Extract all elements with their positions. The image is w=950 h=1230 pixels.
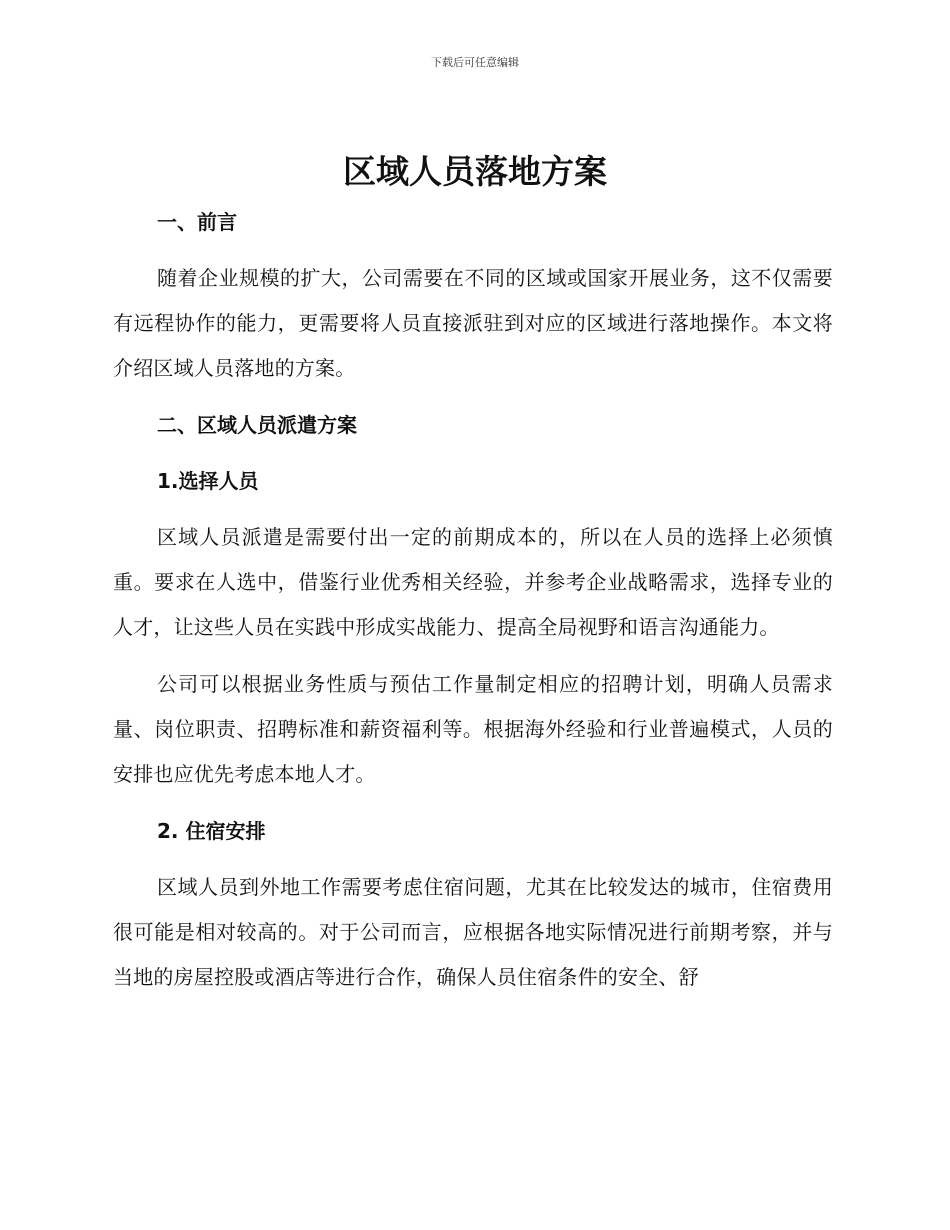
- header-note: 下载后可任意编辑: [431, 56, 519, 69]
- paragraph-select-1: 区域人员派遣是需要付出一定的前期成本的，所以在人员的选择上必须慎重。要求在人选中，借鉴行业优秀相关经验，并参考企业战略需求，选择专业的人才，让这些人员在实践中形成实战能力、提高全局视野和语言沟通能力。: [113, 525, 833, 639]
- subsection-heading-housing: 2. 住宿安排: [157, 819, 266, 843]
- document-title: 区域人员落地方案: [343, 152, 607, 191]
- section-heading-preface: 一、前言: [157, 210, 237, 234]
- paragraph-preface: 随着企业规模的扩大，公司需要在不同的区域或国家开展业务，这不仅需要有远程协作的能力，更需要将人员直接派驻到对应的区域进行落地操作。本文将介绍区域人员落地的方案。: [113, 266, 833, 380]
- document-body: [113, 200, 833, 1012]
- paragraph-housing-1: 区域人员到外地工作需要考虑住宿问题，尤其在比较发达的城市，住宿费用很可能是相对较高的。对于公司而言，应根据各地实际情况进行前期考察，并与当地的房屋控股或酒店等进行合作，确保人员住宿条件的安全、舒: [113, 875, 833, 989]
- subsection-heading-select: 1.选择人员: [157, 469, 259, 493]
- paragraph-select-2: 公司可以根据业务性质与预估工作量制定相应的招聘计划，明确人员需求量、岗位职责、招聘标准和薪资福利等。根据海外经验和行业普遍模式，人员的安排也应优先考虑本地人才。: [113, 672, 833, 786]
- section-heading-dispatch: 二、区域人员派遣方案: [157, 413, 357, 437]
